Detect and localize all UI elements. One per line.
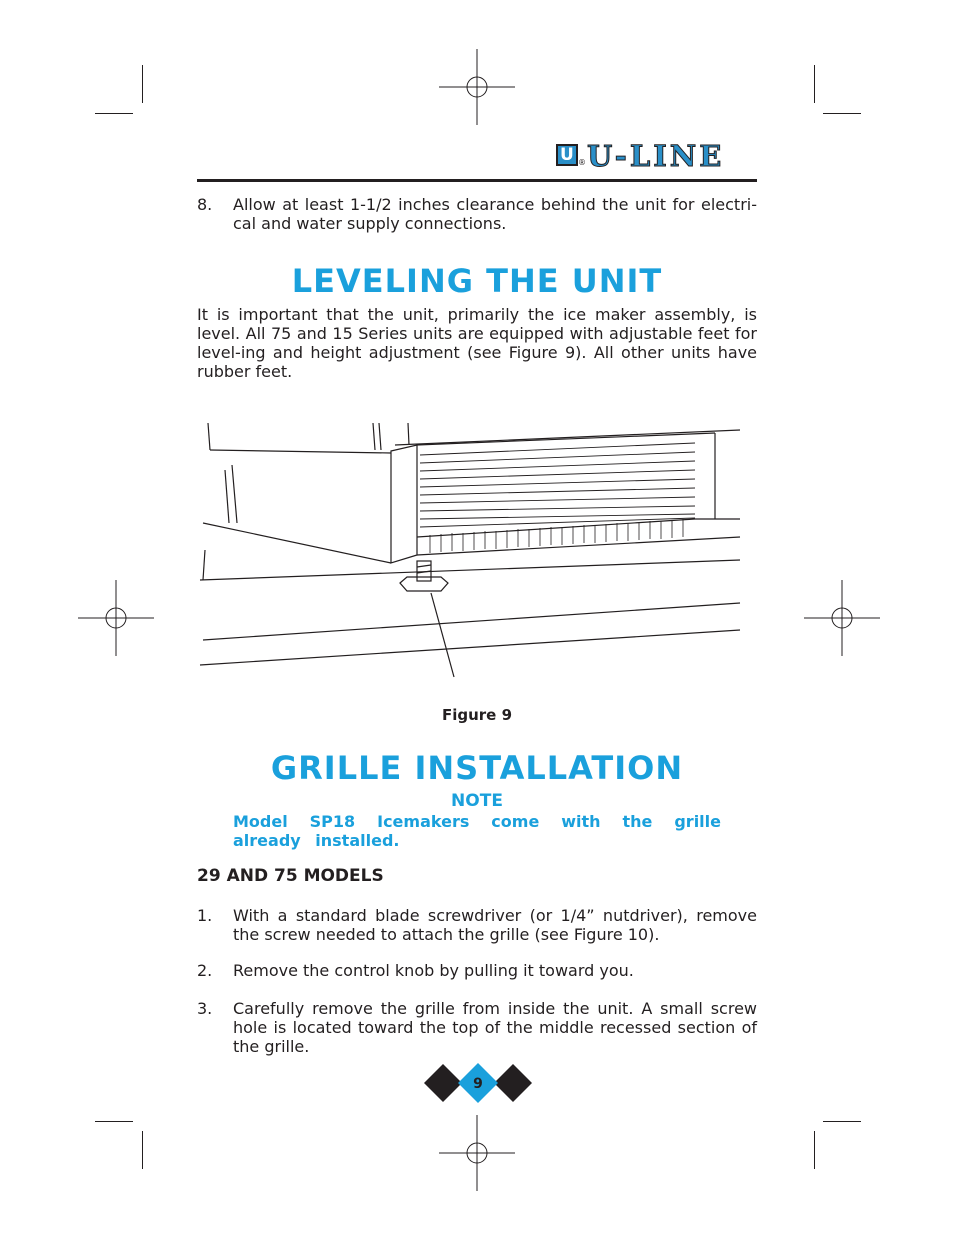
registration-mark-icon — [804, 580, 880, 656]
list-item-number: 2. — [197, 961, 213, 980]
leveling-heading: LEVELING THE UNIT — [291, 262, 663, 300]
crop-mark — [142, 65, 143, 103]
crop-mark — [823, 1121, 861, 1122]
crop-mark — [814, 1131, 815, 1169]
figure-caption: Figure 9 — [441, 706, 513, 724]
registered-mark: ® — [578, 158, 586, 167]
brand-logo-mark-icon — [556, 144, 578, 166]
section-subheading: 29 AND 75 MODELS — [197, 866, 384, 886]
crop-mark — [814, 65, 815, 103]
page-number: 9 — [473, 1076, 483, 1092]
registration-mark-icon — [78, 580, 154, 656]
page-number-badge — [424, 1062, 532, 1104]
list-item — [197, 906, 757, 944]
list-item-text: Remove the control knob by pulling it toward you. — [233, 961, 634, 980]
list-item-number: 8. — [197, 195, 213, 214]
crop-mark — [823, 113, 861, 114]
leveling-paragraph: It is important that the unit, primarily the ice maker assembly, is level. All 75 and 15 Series units are equipped with adjustable feet for level-ing and height adjustment (see Figure 9). All other units have rubber feet. — [197, 305, 757, 381]
header-rule — [197, 179, 757, 182]
brand-name: U-LINE — [587, 139, 725, 173]
list-item-text: Carefully remove the grille from inside the unit. A small screw hole is located toward the top of the middle recessed section of the grille. — [233, 999, 757, 1056]
list-item-text: Allow at least 1-1/2 inches clearance behind the unit for electri-cal and water supply connections. — [233, 195, 757, 233]
list-item-number: 1. — [197, 906, 213, 925]
registration-mark-icon — [439, 1115, 515, 1191]
crop-mark — [95, 1121, 133, 1122]
figure-9-illustration — [195, 415, 755, 680]
grille-heading: GRILLE INSTALLATION — [270, 749, 684, 787]
brand-logo-letter: U — [560, 145, 574, 165]
list-item-number: 3. — [197, 999, 213, 1018]
crop-mark — [95, 113, 133, 114]
list-item — [197, 195, 757, 233]
note-title: NOTE — [451, 791, 503, 811]
list-item-text: With a standard blade screwdriver (or 1/4” nutdriver), remove the screw needed to attach the grille (see Figure 10). — [233, 906, 757, 944]
brand-logo — [556, 140, 758, 172]
crop-mark — [142, 1131, 143, 1169]
note-text: Model SP18 Icemakers come with the grille already installed. — [233, 812, 721, 850]
list-item — [197, 999, 757, 1056]
registration-mark-icon — [439, 49, 515, 125]
list-item — [197, 961, 757, 980]
